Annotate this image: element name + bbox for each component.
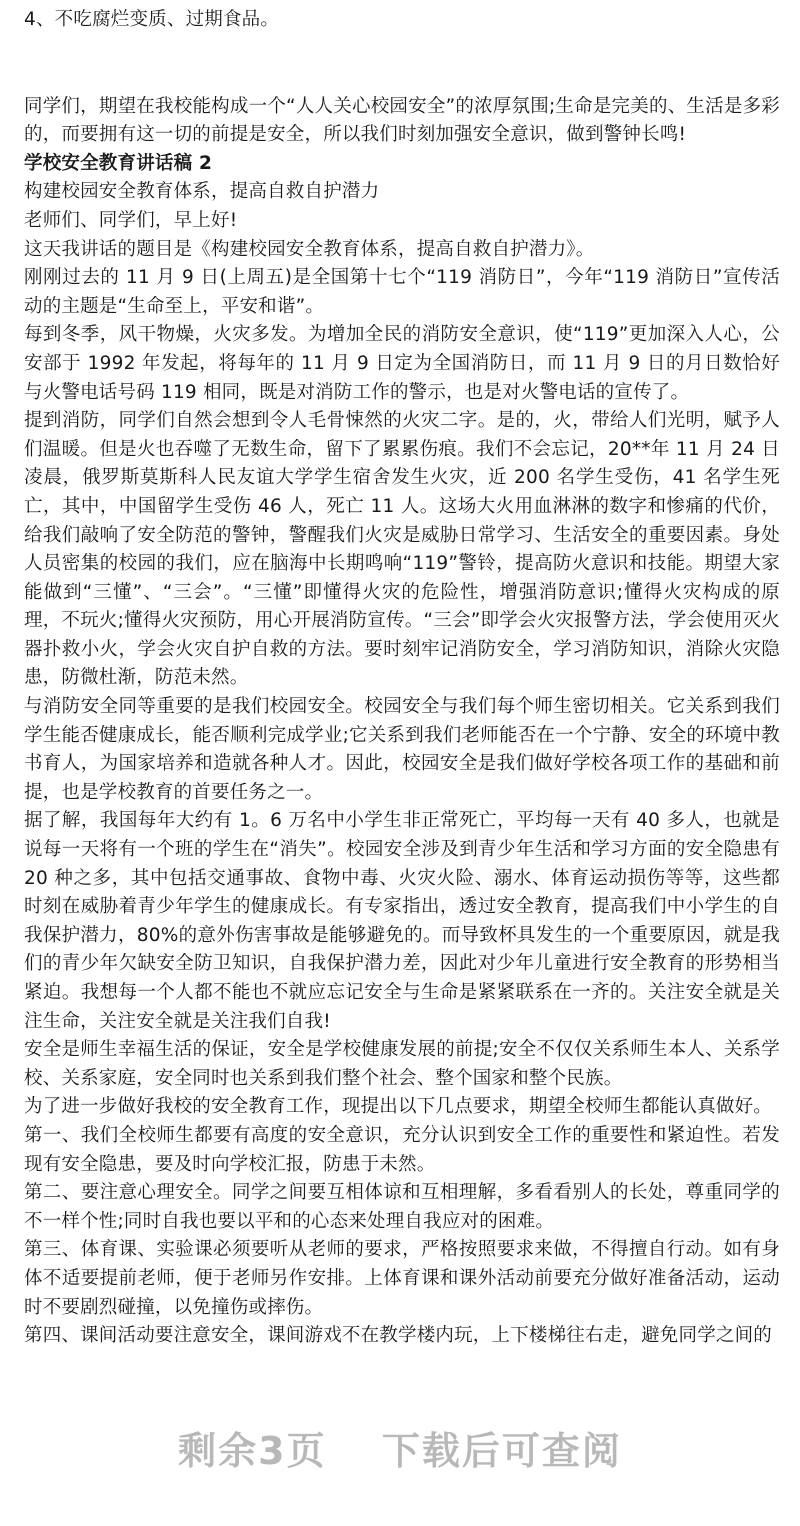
paragraph: 与消防安全同等重要的是我们校园安全。校园安全与我们每个师生密切相关。它关系到我们学生能否健康成长，能否顺利完成学业;它关系到我们老师能否在一个宁静、安全的环境中教书育人，为国家培养和造就各种人才。因此，校园安全是我们做好学校各项工作的基础和前提，也是学校教育的首要任务之一。 xyxy=(24,696,780,803)
paragraph: 据了解，我国每年大约有 1。6 万名中小学生非正常死亡，平均每一天有 40 多人，也就是说每一天将有一个班的学生在“消失”。校园安全涉及到青少年生活和学习方面的安全隐患有 20 种之多，其中包括交通事故、食物中毒、火灾火险、溺水、体育运动损伤等等，这些都时刻在威胁着青少年学生的健康成长。有专家指出，透过安全教育，提高我们中小学生的自我保护潜力，80%的意外伤害事故是能够避免的。而导致杯具发生的一个重要原因，就是我们的青少年欠缺安全防卫知识，自我保护潜力差，因此对少年儿童进行安全教育的形势相当紧迫。我想每一个人都不能也不就应忘记安全与生命是紧紧联系在一齐的。关注安全就是关注生命，关注安全就是关注我们自我! xyxy=(24,810,780,1032)
paragraph: 提到消防，同学们自然会想到令人毛骨悚然的火灾二字。是的，火，带给人们光明，赋予人们温暖。但是火也吞噬了无数生命，留下了累累伤痕。我们不会忘记，20**年 11 月 24 日凌晨，俄罗斯莫斯科人民友谊大学学生宿舍发生火灾，近 200 名学生受伤，41 名学生死亡，其中，中国留学生受伤 46 人，死亡 11 人。这场大火用血淋淋的数字和惨痛的代价，给我们敲响了安全防范的警钟，警醒我们火灾是威胁日常学习、生活安全的重要因素。身处人员密集的校园的我们，应在脑海中长期鸣响“119”警铃，提高防火意识和技能。期望大家能做到“三懂”、“三会”。“三懂”即懂得火灾的危险性，增强消防意识;懂得火灾构成的原理，不玩火;懂得火灾预防，用心开展消防宣传。“三会”即学会火灾报警方法，学会使用灭火器扑救小火，学会火灾自护自救的方法。要时刻牢记消防安全，学习消防知识，消除火灾隐患，防微杜渐，防范未然。 xyxy=(24,410,780,689)
download-prompt[interactable] xyxy=(0,1420,800,1475)
document-body xyxy=(24,0,780,1351)
paragraph: 第四、课间活动要注意安全，课间游戏不在教学楼内玩，上下楼梯往右走，避免同学之间的 xyxy=(24,1325,773,1347)
top-partial-line: 4、不吃腐烂变质、过期食品。 xyxy=(24,9,280,30)
intro-paragraph: 同学们，期望在我校能构成一个“人人关心校园安全”的浓厚氛围;生命是完美的、生活是多彩的，而要拥有这一切的前提是安全，所以我们时刻加强安全意识，做到警钟长鸣! xyxy=(24,95,780,146)
paragraph: 安全是师生幸福生活的保证，安全是学校健康发展的前提;安全不仅仅关系师生本人、关系学校、关系家庭，安全同时也关系到我们整个社会、整个国家和整个民族。 xyxy=(24,1039,780,1089)
paragraph: 第一、我们全校师生都要有高度的安全意识，充分认识到安全工作的重要性和紧迫性。若发现有安全隐患，要及时向学校汇报，防患于未然。 xyxy=(24,1124,780,1175)
paragraph: 第三、体育课、实验课必须要听从老师的要求，严格按照要求来做，不得擅自行动。如有身体不适要提前老师，便于老师另作安排。上体育课和课外活动前要充分做好准备活动，运动时不要剧烈碰撞，以免撞伤或摔伤。 xyxy=(24,1239,780,1318)
paragraph: 这天我讲话的题目是《构建校园安全教育体系，提高自救自护潜力》。 xyxy=(24,238,595,260)
paragraph: 第二、要注意心理安全。同学之间要互相体谅和互相理解，多看看别人的长处，尊重同学的不一样个性;同时自我也要以平和的心态来处理自我应对的困难。 xyxy=(24,1182,780,1232)
greeting: 老师们、同学们，早上好! xyxy=(24,209,238,231)
paragraph: 每到冬季，风干物燥，火灾多发。为增加全民的消防安全意识，使“119”更加深入人心，公安部于 1992 年发起，将每年的 11 月 9 日定为全国消防日，而 11 月 9 日的月日数恰好与火警电话号码 119 相同，既是对消防工作的警示，也是对火警电话的宣传了。 xyxy=(24,324,780,403)
paragraph: 刚刚过去的 11 月 9 日(上周五)是全国第十七个“119 消防日”，今年“119 消防日”宣传活动的主题是“生命至上，平安和谐”。 xyxy=(24,267,780,317)
speech-subtitle: 构建校园安全教育体系，提高自救自护潜力 xyxy=(24,181,380,203)
download-to-view-label: 下载后可查阅 xyxy=(381,1429,622,1473)
paragraph: 为了进一步做好我校的安全教育工作，现提出以下几点要求，期望全校师生都能认真做好。 xyxy=(24,1096,773,1118)
section-heading: 学校安全教育讲话稿 2 xyxy=(24,152,213,174)
remaining-pages-label: 剩余3页 xyxy=(178,1429,327,1473)
